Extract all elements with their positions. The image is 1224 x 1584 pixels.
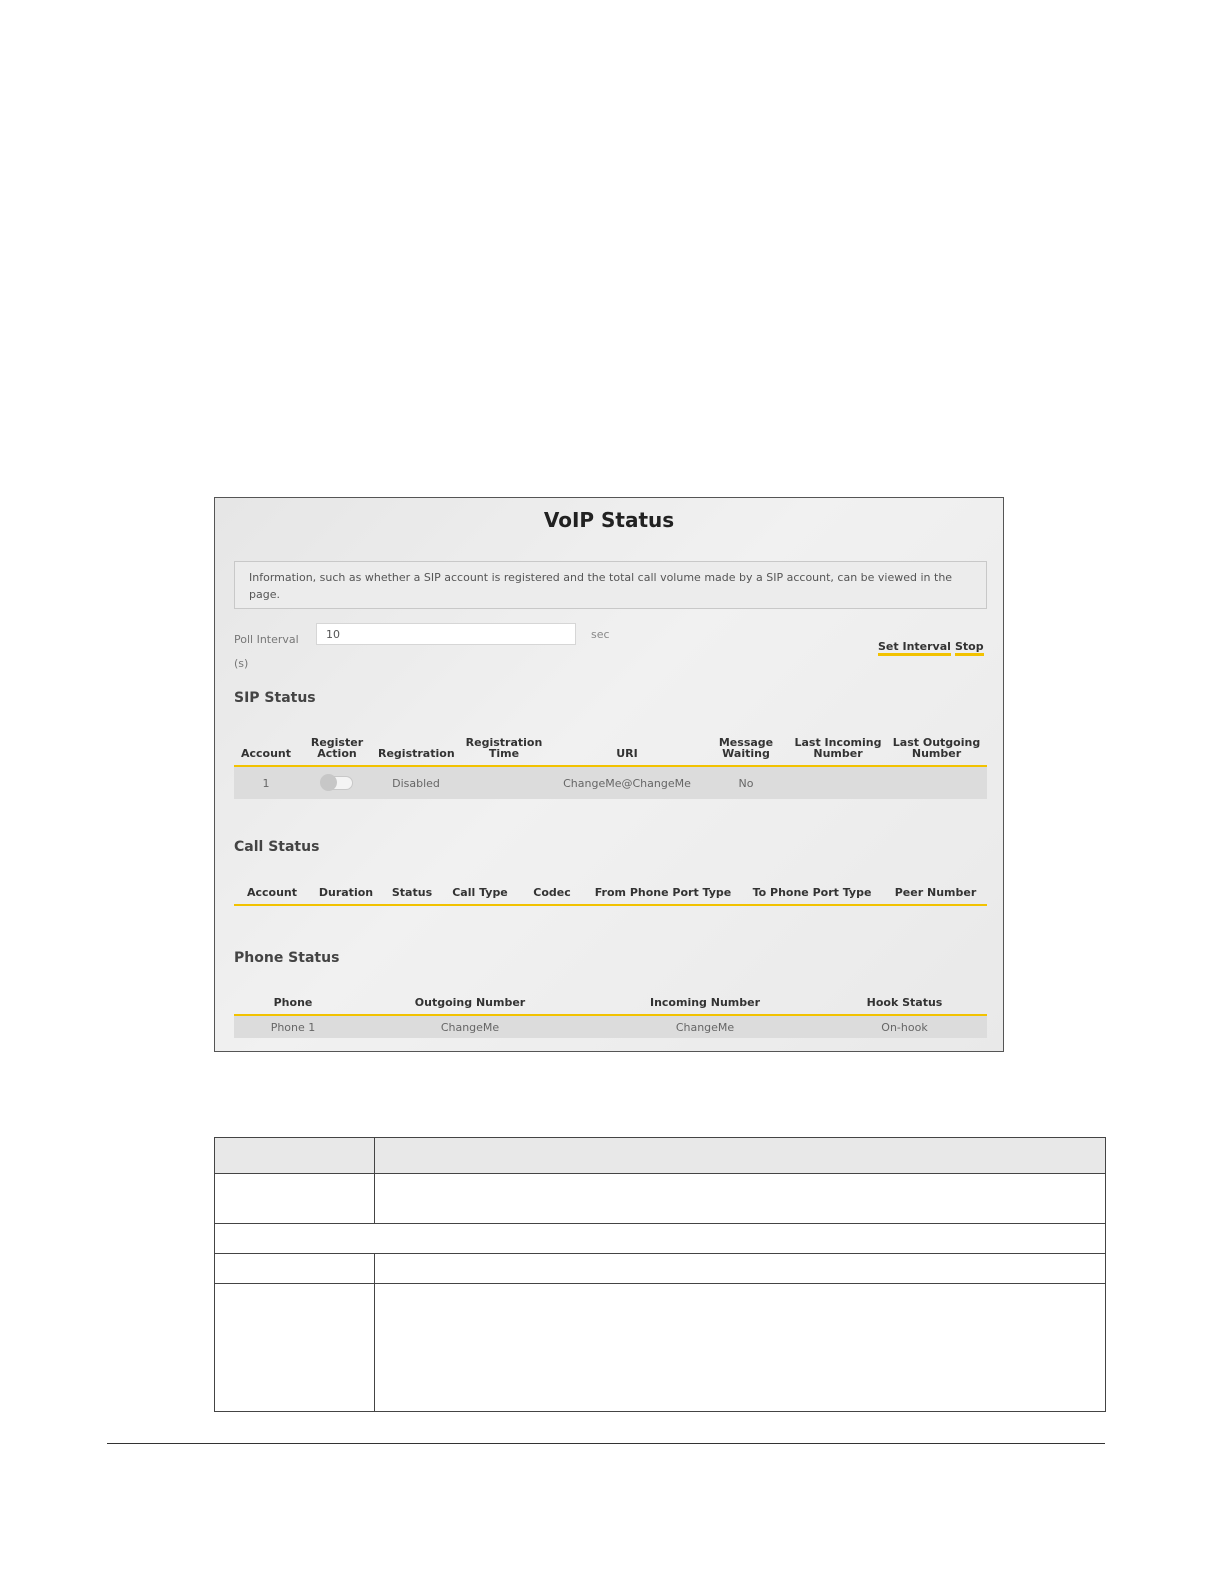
- set-interval-button[interactable]: Set Interval: [878, 640, 951, 656]
- sip-status-title: SIP Status: [234, 690, 316, 706]
- col-hook-status: Hook Status: [822, 988, 987, 1015]
- table-row: [215, 1174, 1106, 1224]
- table-cell: [215, 1174, 375, 1224]
- table-cell: [215, 1254, 375, 1284]
- footer-divider: [107, 1443, 1105, 1444]
- cell-registration: Disabled: [376, 766, 456, 799]
- table-cell: [375, 1284, 1106, 1412]
- table-cell: [375, 1254, 1106, 1284]
- header-cell-label: [215, 1138, 375, 1174]
- cell-last-outgoing: [886, 766, 987, 799]
- col-outgoing-number: Outgoing Number: [352, 988, 588, 1015]
- table-section-row: [215, 1224, 1106, 1254]
- col-registration: Registration: [376, 730, 456, 766]
- col-to-phone-port-type: To Phone Port Type: [740, 878, 884, 905]
- table-header-row: [215, 1138, 1106, 1174]
- poll-interval-unit: sec: [591, 628, 610, 641]
- call-status-title: Call Status: [234, 839, 320, 855]
- col-phone: Phone: [234, 988, 352, 1015]
- cell-register-action: [298, 766, 376, 799]
- cell-uri: ChangeMe@ChangeMe: [552, 766, 702, 799]
- header-cell-description: [375, 1138, 1106, 1174]
- phone-status-table: [234, 988, 987, 1038]
- register-toggle[interactable]: [321, 776, 353, 790]
- table-row: [215, 1254, 1106, 1284]
- col-account: Account: [234, 730, 298, 766]
- sip-status-table: [234, 730, 987, 799]
- table-cell: [375, 1174, 1106, 1224]
- cell-registration-time: [456, 766, 552, 799]
- table-row: [234, 1015, 987, 1038]
- phone-status-title: Phone Status: [234, 950, 340, 966]
- cell-incoming-number: ChangeMe: [588, 1015, 822, 1038]
- col-uri: URI: [552, 730, 702, 766]
- poll-interval-label: Poll Interval (s): [234, 633, 299, 670]
- table-cell: [215, 1224, 1106, 1254]
- call-status-table: [234, 878, 987, 906]
- cell-message-waiting: No: [702, 766, 790, 799]
- cell-account: 1: [234, 766, 298, 799]
- cell-phone: Phone 1: [234, 1015, 352, 1038]
- cell-last-incoming: [790, 766, 886, 799]
- poll-interval-input[interactable]: [316, 623, 576, 645]
- col-call-type: Call Type: [442, 878, 518, 905]
- cell-hook-status: On-hook: [822, 1015, 987, 1038]
- col-codec: Codec: [518, 878, 586, 905]
- col-peer-number: Peer Number: [884, 878, 987, 905]
- col-last-outgoing: Last Outgoing Number: [886, 730, 987, 766]
- field-description-table: [214, 1137, 1106, 1412]
- col-incoming-number: Incoming Number: [588, 988, 822, 1015]
- col-message-waiting: Message Waiting: [702, 730, 790, 766]
- table-row: [215, 1284, 1106, 1412]
- col-account: Account: [234, 878, 310, 905]
- page-title: VoIP Status: [543, 508, 675, 532]
- table-cell: [215, 1284, 375, 1412]
- col-from-phone-port-type: From Phone Port Type: [586, 878, 740, 905]
- col-register-action: Register Action: [298, 730, 376, 766]
- col-duration: Duration: [310, 878, 382, 905]
- col-registration-time: Registration Time: [456, 730, 552, 766]
- table-row: [234, 766, 987, 799]
- info-description: Information, such as whether a SIP account is registered and the total call volume made by a SIP account, can be viewed in the page.: [234, 561, 987, 609]
- cell-outgoing-number: ChangeMe: [352, 1015, 588, 1038]
- stop-button[interactable]: Stop: [955, 640, 984, 656]
- voip-status-screenshot: [214, 497, 1004, 1052]
- col-status: Status: [382, 878, 442, 905]
- col-last-incoming: Last Incoming Number: [790, 730, 886, 766]
